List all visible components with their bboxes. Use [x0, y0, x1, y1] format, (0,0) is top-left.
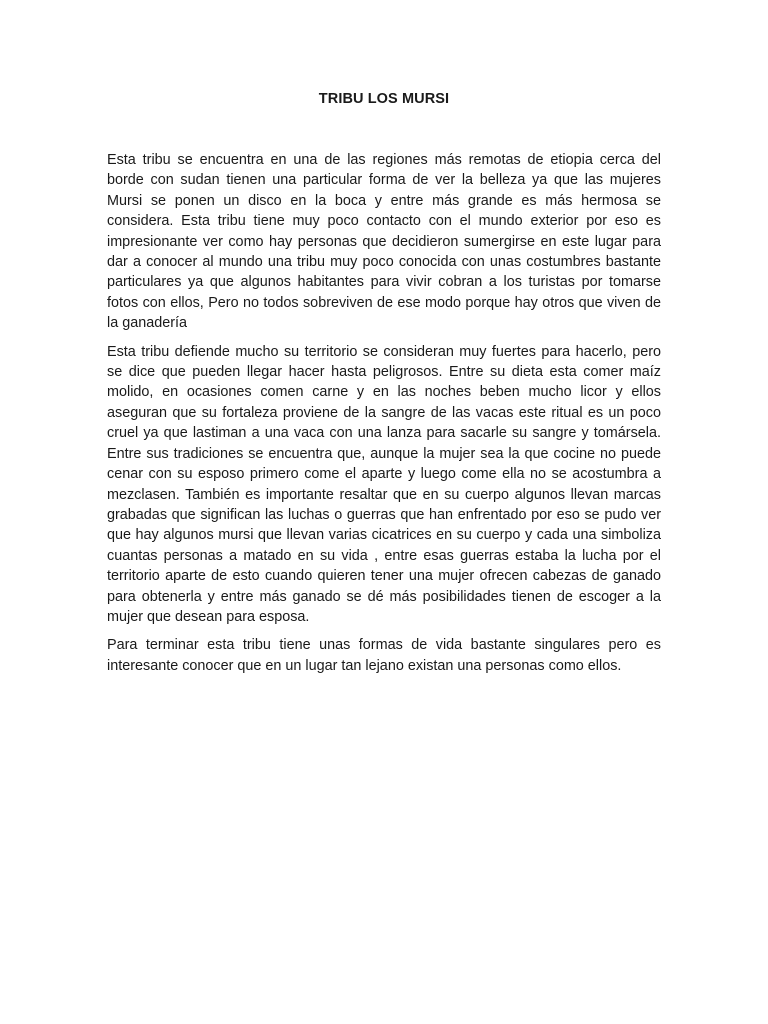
paragraph-1: Esta tribu se encuentra en una de las regiones más remotas de etiopia cerca del borde con sudan tienen una particular forma de ver la belleza ya que las mujeres Mursi se ponen un disco en la boca y entre más grande es más hermosa se considera. Esta tribu tiene muy poco contacto con el mundo exterior por eso es impresionante ver como hay personas que decidieron sumergirse en este lugar para dar a conocer al mundo una tribu muy poco conocida con unas costumbres bastante particulares ya que algunos habitantes para vivir cobran a los turistas por tomarse fotos con ellos, Pero no todos sobreviven de ese modo porque hay otros que viven de la ganadería: [107, 152, 661, 332]
document-body: [107, 150, 661, 684]
paragraph-3: Para terminar esta tribu tiene unas formas de vida bastante singulares pero es interesante conocer que en un lugar tan lejano existan una personas como ellos.: [107, 637, 661, 674]
paragraph-2: Esta tribu defiende mucho su territorio se consideran muy fuertes para hacerlo, pero se dice que pueden llegar hacer hasta peligrosos. Entre su dieta esta comer maíz molido, en ocasiones comen carne y en las noches beben mucho licor y ellos aseguran que su fortaleza proviene de la sangre de las vacas este ritual es un poco cruel ya que lastiman a una vaca con una lanza para sacarle su sangre y tomársela. Entre sus tradiciones se encuentra que, aunque la mujer sea la que cocine no puede cenar con su esposo primero come el aparte y luego come ella no se acostumbra a mezclasen. También es importante resaltar que en su cuerpo algunos llevan marcas grabadas que significan las luchas o guerras que han enfrentado por eso se pudo ver que hay algunos mursi que llevan varias cicatrices en su cuerpo y cada una simboliza cuantas personas a matado en su vida , entre esas guerras estaba la lucha por el territorio aparte de esto cuando quieren tener una mujer ofrecen cabezas de ganado para obtenerla y entre más ganado se dé más posibilidades tienen de escoger a la mujer que desean para esposa.: [107, 343, 661, 625]
document-title: TRIBU LOS MURSI: [318, 91, 450, 107]
